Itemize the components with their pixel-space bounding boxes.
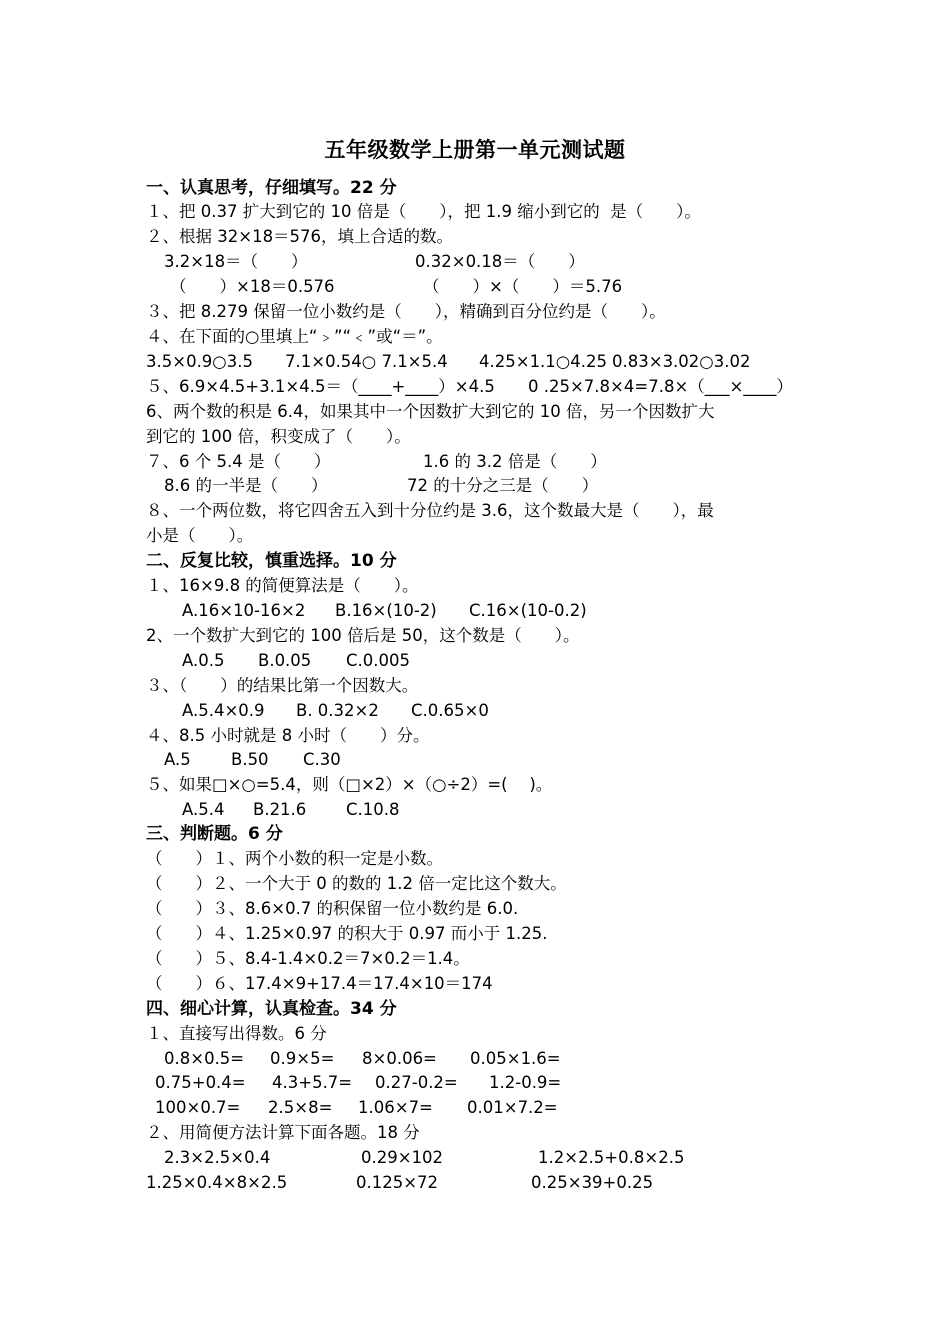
section-3-heading: 三、判断题。6 分	[146, 824, 283, 844]
s3-statement-6: （ ）６、17.4×9+17.4＝17.4×10＝174	[146, 974, 493, 993]
s1-q4-part-b: 7.1×0.54○ 7.1×5.4	[285, 352, 448, 371]
s1-q4-part-c: 4.25×1.1○4.25	[479, 352, 607, 371]
s2-q5-option-c: C.10.8	[346, 800, 400, 819]
s1-q7-part-b: 1.6 的 3.2 倍是（ ）	[423, 452, 607, 471]
s2-q1-option-c: C.16×(10-0.2)	[469, 601, 587, 620]
s2-q4-option-b: B.50	[231, 750, 269, 769]
page-title: 五年级数学上册第一单元测试题	[324, 137, 626, 162]
s1-question-4: ４、在下面的○里填上“﹥”“﹤”或“＝”。	[146, 327, 443, 346]
s2-question-1: １、16×9.8 的简便算法是（ ）。	[146, 576, 419, 595]
s1-q4-part-d: 0.83×3.02○3.02	[612, 352, 751, 371]
s4-oral-calc-r2-c4: 1.2-0.9=	[489, 1073, 562, 1092]
s2-q1-option-a: A.16×10-16×2	[182, 601, 306, 620]
s2-question-3: ３、（ ）的结果比第一个因数大。	[146, 676, 419, 695]
s3-statement-2: （ ）２、一个大于 0 的数的 1.2 倍一定比这个数大。	[146, 874, 567, 893]
s1-q7-part-a: ７、6 个 5.4 是（ ）	[146, 452, 331, 471]
section-2-heading: 二、反复比较，慎重选择。10 分	[146, 551, 397, 571]
s4-oral-calc-r1-c3: 8×0.06=	[362, 1049, 437, 1068]
s4-oral-calc-r2-c3: 0.27-0.2=	[375, 1073, 458, 1092]
s4-question-2: ２、用简便方法计算下面各题。18 分	[146, 1123, 420, 1142]
s1-question-6-line2: 到它的 100 倍，积变成了（ ）。	[146, 427, 411, 446]
s1-question-6-line1: 6、两个数的积是 6.4，如果其中一个因数扩大到它的 10 倍，另一个因数扩大	[146, 402, 715, 421]
s1-question-8-line1: ８、一个两位数，将它四舍五入到十分位约是 3.6，这个数最大是（ ），最	[146, 501, 714, 520]
s4-oral-calc-r2-c2: 4.3+5.7=	[272, 1073, 353, 1092]
s4-simplify-r2-c3: 0.25×39+0.25	[531, 1173, 654, 1192]
s4-simplify-r1-c2: 0.29×102	[361, 1148, 444, 1167]
s4-oral-calc-r3-c4: 0.01×7.2=	[467, 1098, 558, 1117]
s1-question-5: ５、6.9×4.5+3.1×4.5＝（____+____）×4.5	[146, 377, 495, 396]
s1-question-8-line2: 小是（ ）。	[146, 526, 254, 545]
s1-q7-part-d: 72 的十分之三是（ ）	[407, 476, 599, 495]
s4-simplify-r2-c1: 1.25×0.4×8×2.5	[146, 1173, 288, 1192]
s2-q2-option-b: B.0.05	[258, 651, 312, 670]
s1-q2-part-c: （ ）×18＝0.576	[170, 277, 335, 296]
s2-q3-option-c: C.0.65×0	[411, 701, 489, 720]
s3-statement-4: （ ）４、1.25×0.97 的积大于 0.97 而小于 1.25.	[146, 924, 548, 943]
s4-oral-calc-r3-c1: 100×0.7=	[155, 1098, 241, 1117]
section-4-heading: 四、细心计算，认真检查。34 分	[146, 999, 397, 1019]
s4-oral-calc-r2-c1: 0.75+0.4=	[155, 1073, 246, 1092]
s4-question-1: １、直接写出得数。6 分	[146, 1024, 327, 1043]
s2-question-5: ５、如果□×○=5.4，则（□×2）×（○÷2）=( )。	[146, 775, 553, 794]
s2-q4-option-a: A.5	[164, 750, 191, 769]
s1-q5-part-b: 0 .25×7.8×4=7.8×（___×____）	[528, 377, 793, 396]
s4-simplify-r1-c3: 1.2×2.5+0.8×2.5	[538, 1148, 685, 1167]
s4-oral-calc-r3-c2: 2.5×8=	[268, 1098, 333, 1117]
s1-q2-part-d: （ ）×（ ）＝5.76	[423, 277, 623, 296]
s2-q1-option-b: B.16×(10-2)	[335, 601, 437, 620]
s4-simplify-r2-c2: 0.125×72	[356, 1173, 439, 1192]
s4-simplify-r1-c1: 2.3×2.5×0.4	[164, 1148, 271, 1167]
s4-oral-calc-r3-c3: 1.06×7=	[358, 1098, 433, 1117]
s2-q2-option-a: A.0.5	[182, 651, 225, 670]
s2-q5-option-a: A.5.4	[182, 800, 225, 819]
s3-statement-1: （ ）１、两个小数的积一定是小数。	[146, 849, 443, 868]
s4-oral-calc-r1-c4: 0.05×1.6=	[470, 1049, 561, 1068]
s1-question-2: ２、根据 32×18＝576，填上合适的数。	[146, 227, 454, 246]
s1-q2-part-b: 0.32×0.18＝（ ）	[415, 252, 585, 271]
section-1-heading: 一、认真思考，仔细填写。22 分	[146, 178, 397, 198]
s4-oral-calc-r1-c2: 0.9×5=	[270, 1049, 335, 1068]
s3-statement-3: （ ）３、8.6×0.7 的积保留一位小数约是 6.0.	[146, 899, 519, 918]
s3-statement-5: （ ）５、8.4-1.4×0.2＝7×0.2＝1.4。	[146, 949, 470, 968]
s2-question-4: ４、8.5 小时就是 8 小时（ ）分。	[146, 726, 430, 745]
s2-q3-option-b: B. 0.32×2	[296, 701, 379, 720]
s2-q3-option-a: A.5.4×0.9	[182, 701, 265, 720]
s4-oral-calc-r1-c1: 0.8×0.5=	[164, 1049, 245, 1068]
s2-q5-option-b: B.21.6	[253, 800, 307, 819]
s2-q4-option-c: C.30	[303, 750, 341, 769]
s1-q4-part-a: 3.5×0.9○3.5	[146, 352, 253, 371]
s1-question-3: ３、把 8.279 保留一位小数约是（ ），精确到百分位约是（ ）。	[146, 302, 666, 321]
s1-q7-part-c: 8.6 的一半是（ ）	[164, 476, 328, 495]
s1-question-1: １、把 0.37 扩大到它的 10 倍是（ ），把 1.9 缩小到它的 是（ ）。	[146, 202, 701, 221]
s2-question-2: 2、一个数扩大到它的 100 倍后是 50，这个数是（ ）。	[146, 626, 580, 645]
s1-q2-part-a: 3.2×18＝（ ）	[164, 252, 308, 271]
s2-q2-option-c: C.0.005	[346, 651, 411, 670]
